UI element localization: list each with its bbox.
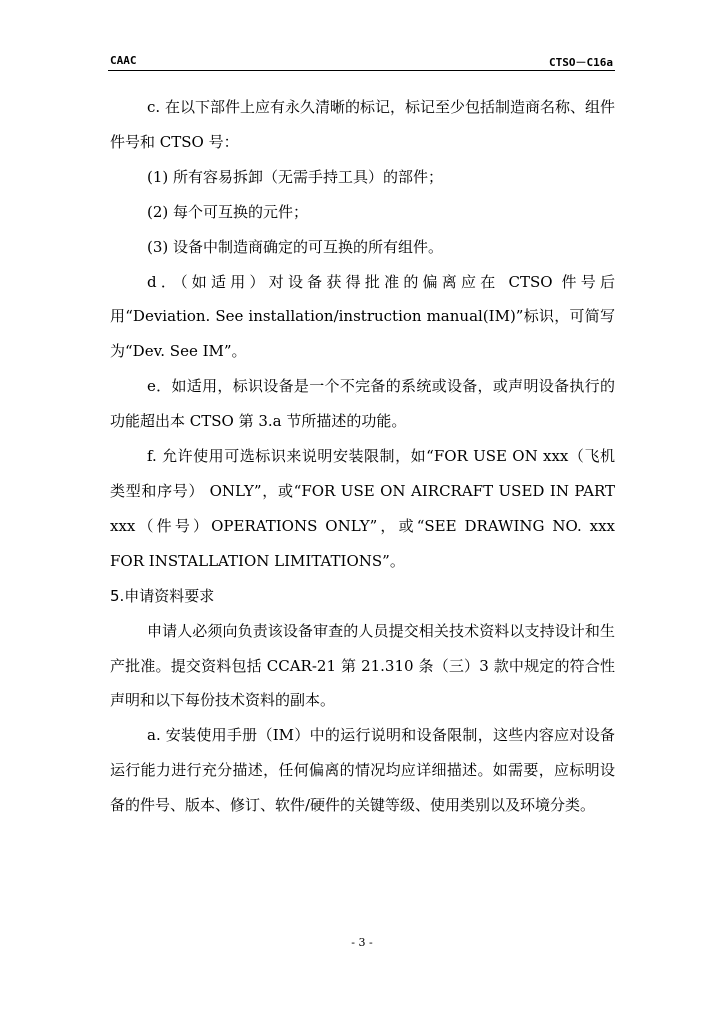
paragraph-d-deviation: d．（如适用）对设备获得批准的偏离应在 CTSO 件号后用“Deviation. See installation/instruction manual(IM)”标识，可简写为“Dev. See IM”。 <box>110 272 615 361</box>
header-rule <box>108 70 615 71</box>
page-number: - 3 - <box>351 936 373 949</box>
header-org: CAAC <box>110 54 137 67</box>
document-body <box>110 90 615 823</box>
paragraph-f-optional-marking: f. 允许使用可选标识来说明安装限制，如“FOR USE ON xxx（飞机类型和序号） ONLY”，或“FOR USE ON AIRCRAFT USED IN PART xxx（件号）OPERATIONS ONLY”，或“SEE DRAWING NO. xxx FOR INSTALLATION LIMITATIONS”。 <box>110 447 615 570</box>
page-header <box>108 52 615 68</box>
section-heading: 5.申请资料要求 <box>110 586 215 605</box>
section-intro-paragraph: 申请人必须向负责该设备审查的人员提交相关技术资料以支持设计和生产批准。提交资料包括 CCAR-21 第 21.310 条（三）3 款中规定的符合性声明和以下每份技术资料的副本。 <box>110 621 615 710</box>
list-item-1: (1) 所有容易拆卸（无需手持工具）的部件； <box>147 167 444 186</box>
paragraph-c-marking: c. 在以下部件上应有永久清晰的标记，标记至少包括制造商名称、组件件号和 CTSO 号： <box>110 98 615 151</box>
paragraph-e-incomplete-system: e．如适用，标识设备是一个不完备的系统或设备，或声明设备执行的功能超出本 CTSO 第 3.a 节所描述的功能。 <box>110 377 615 431</box>
list-item-2: (2) 每个可互换的元件； <box>147 202 309 221</box>
paragraph-a-installation-manual: a. 安装使用手册（IM）中的运行说明和设备限制，这些内容应对设备运行能力进行充分描述，任何偏离的情况均应详细描述。如需要，应标明设备的件号、版本、修订、软件/硬件的关键等级、使用类别以及环境分类。 <box>110 726 615 815</box>
list-item-3: (3) 设备中制造商确定的可互换的所有组件。 <box>147 237 444 256</box>
header-doc-id: CTSO－C16a <box>549 56 613 69</box>
